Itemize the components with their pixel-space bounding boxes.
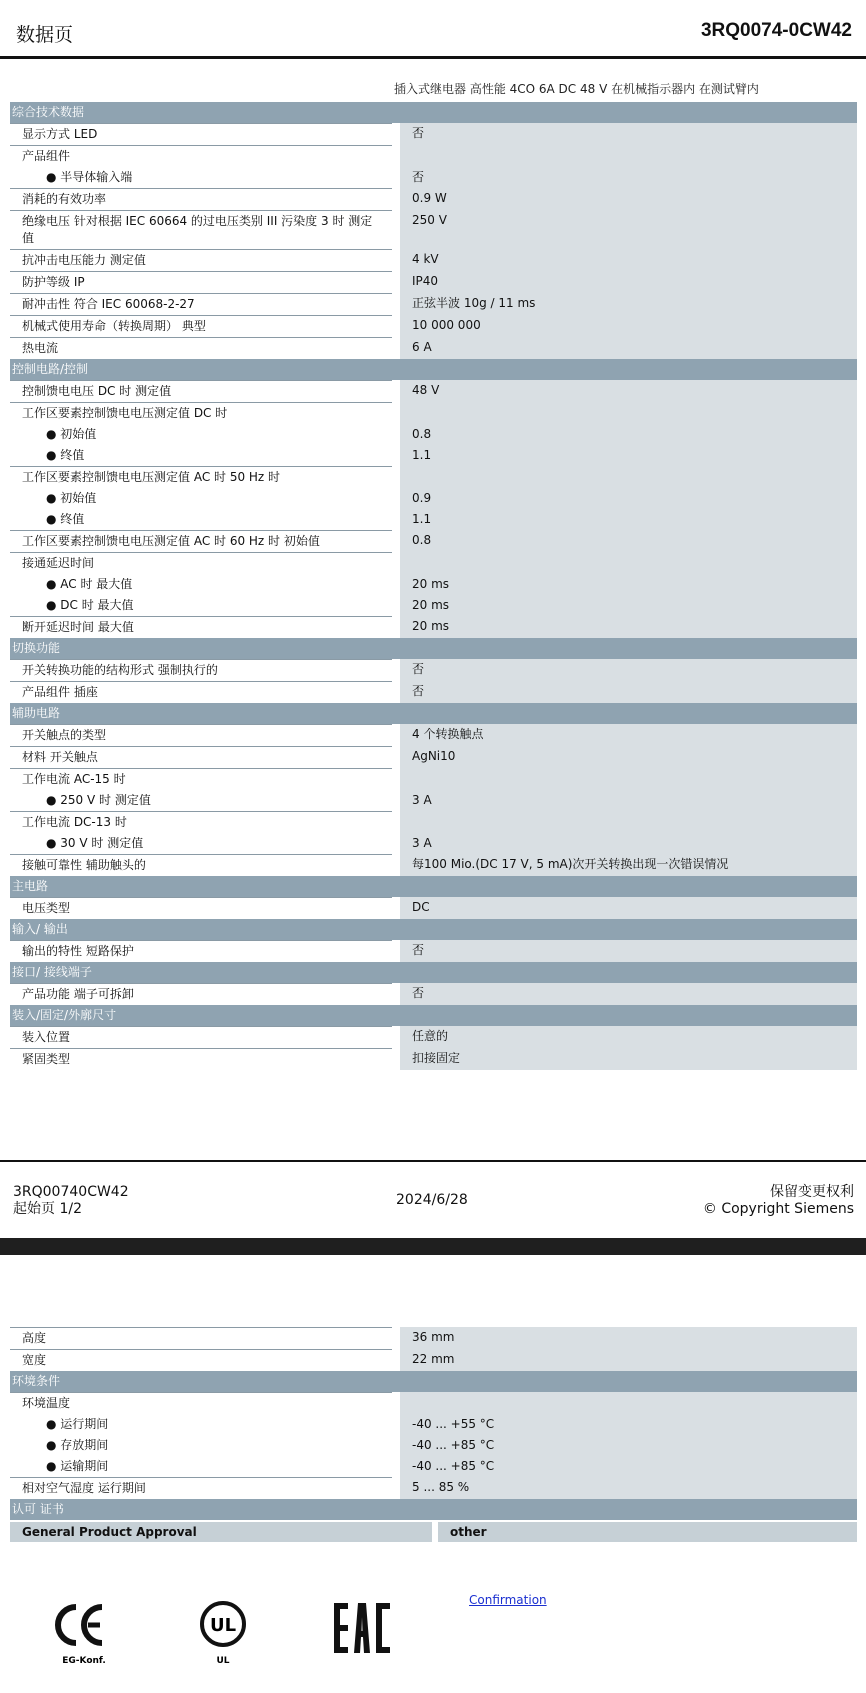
- spec-row: [10, 271, 857, 293]
- spec-row: [10, 488, 857, 509]
- footer-page: 起始页 1/2: [13, 1201, 82, 1217]
- page-title: 数据页: [16, 24, 74, 46]
- spec-label: 热电流: [10, 337, 392, 359]
- spec-label: 耐冲击性 符合 IEC 60068-2-27: [10, 293, 392, 315]
- spec-value: [400, 402, 857, 424]
- spec-value: 0.9 W: [400, 188, 857, 210]
- spec-row: [10, 337, 857, 359]
- approval-col-other: other: [438, 1522, 857, 1542]
- spec-row: [10, 167, 857, 188]
- spec-label: 断开延迟时间 最大值: [10, 616, 392, 638]
- spec-row: [10, 1048, 857, 1070]
- spec-row: [10, 315, 857, 337]
- spec-row: [10, 445, 857, 466]
- spec-value: 5 ... 85 %: [400, 1477, 857, 1499]
- section-header: 综合技术数据: [10, 102, 857, 123]
- section-header: 环境条件: [10, 1371, 857, 1392]
- spec-value: 任意的: [400, 1026, 857, 1048]
- spec-row: [10, 897, 857, 919]
- spec-label: 产品组件 插座: [10, 681, 392, 703]
- spec-row: [10, 768, 857, 790]
- spec-value: 4 kV: [400, 249, 857, 271]
- ce-mark-label: EG-Konf.: [62, 1656, 106, 1666]
- product-description: 插入式继电器 高性能 4CO 6A DC 48 V 在机械指示器内 在测试臂内: [394, 82, 759, 96]
- spec-row: [10, 424, 857, 445]
- spec-row: [10, 123, 857, 145]
- spec-label: 工作电流 DC-13 时: [10, 811, 392, 833]
- spec-label: ● 初始值: [46, 491, 97, 505]
- spec-label: 材料 开关触点: [10, 746, 392, 768]
- spec-row: [10, 552, 857, 574]
- spec-value: 250 V: [400, 210, 857, 249]
- spec-label: ● 存放期间: [46, 1438, 109, 1452]
- spec-row: [10, 811, 857, 833]
- page-separator: [0, 1238, 866, 1255]
- spec-value: DC: [400, 897, 857, 919]
- spec-row: [10, 530, 857, 552]
- spec-table-page1: [10, 102, 857, 1070]
- spec-value: 正弦半波 10g / 11 ms: [400, 293, 857, 315]
- spec-value: 扣接固定: [400, 1048, 857, 1070]
- spec-label: 宽度: [10, 1349, 392, 1371]
- approval-table-header: [10, 1522, 857, 1542]
- svg-text:UL: UL: [209, 1615, 237, 1636]
- spec-row: [10, 210, 857, 249]
- spec-label: 抗冲击电压能力 测定值: [10, 249, 392, 271]
- spec-label: 产品组件: [10, 145, 392, 167]
- spec-label: ● 30 V 时 测定值: [46, 836, 144, 850]
- spec-label: 高度: [10, 1327, 392, 1349]
- spec-value: [400, 811, 857, 833]
- spec-row: [10, 854, 857, 876]
- spec-value: 否: [400, 167, 857, 188]
- footer-code: 3RQ00740CW42: [13, 1184, 129, 1200]
- footer-rights: 保留变更权利: [770, 1184, 854, 1200]
- spec-value: 否: [400, 123, 857, 145]
- spec-label: 相对空气湿度 运行期间: [10, 1477, 392, 1499]
- spec-label: 防护等级 IP: [10, 271, 392, 293]
- spec-row: [10, 1414, 857, 1435]
- section-header: 装入/固定/外廓尺寸: [10, 1005, 857, 1026]
- spec-value: 1.1: [400, 445, 857, 466]
- spec-row: [10, 595, 857, 616]
- spec-row: [10, 1349, 857, 1371]
- approval-logos: [0, 1573, 866, 1683]
- spec-row: [10, 616, 857, 638]
- spec-label: 工作区要素控制馈电电压测定值 AC 时 50 Hz 时: [10, 466, 392, 488]
- spec-value: 10 000 000: [400, 315, 857, 337]
- spec-label: ● 运输期间: [46, 1459, 109, 1473]
- spec-label: 开关触点的类型: [10, 724, 392, 746]
- ul-mark-icon: [198, 1599, 248, 1669]
- spec-row: [10, 402, 857, 424]
- spec-label: 绝缘电压 针对根据 IEC 60664 的过电压类别 III 污染度 3 时 测定值: [10, 210, 392, 249]
- section-header: 接口/ 接线端子: [10, 962, 857, 983]
- spec-value: 36 mm: [400, 1327, 857, 1349]
- spec-label: 工作区要素控制馈电电压测定值 AC 时 60 Hz 时 初始值: [10, 530, 392, 552]
- spec-row: [10, 145, 857, 167]
- spec-value: 20 ms: [400, 595, 857, 616]
- spec-row: [10, 833, 857, 854]
- spec-row: [10, 940, 857, 962]
- spec-label: ● 终值: [46, 448, 85, 462]
- spec-row: [10, 293, 857, 315]
- spec-value: 否: [400, 940, 857, 962]
- section-header: 辅助电路: [10, 703, 857, 724]
- spec-value: AgNi10: [400, 746, 857, 768]
- footer-right: [703, 1184, 854, 1218]
- spec-value: 20 ms: [400, 574, 857, 595]
- spec-value: 0.8: [400, 530, 857, 552]
- spec-table-page2: [10, 1327, 857, 1542]
- spec-value: 0.9: [400, 488, 857, 509]
- spec-row: [10, 188, 857, 210]
- page-2: [0, 1255, 866, 1693]
- header-bar: [0, 0, 866, 59]
- spec-value: 20 ms: [400, 616, 857, 638]
- spec-value: -40 ... +85 °C: [400, 1435, 857, 1456]
- spec-label: 装入位置: [10, 1026, 392, 1048]
- spec-value: 6 A: [400, 337, 857, 359]
- spec-value: 4 个转换触点: [400, 724, 857, 746]
- spec-value: [400, 1392, 857, 1414]
- spec-label: 电压类型: [10, 897, 392, 919]
- footer-copyright: © Copyright Siemens: [702, 1201, 854, 1217]
- spec-value: 每100 Mio.(DC 17 V, 5 mA)次开关转换出现一次错误情况: [400, 854, 857, 876]
- footer-left: [13, 1184, 129, 1218]
- spec-label: 控制馈电电压 DC 时 测定值: [10, 380, 392, 402]
- spec-label: 消耗的有效功率: [10, 188, 392, 210]
- spec-label: ● 250 V 时 测定值: [46, 793, 151, 807]
- spec-row: [10, 983, 857, 1005]
- spec-value: IP40: [400, 271, 857, 293]
- spec-row: [10, 1456, 857, 1477]
- spec-value: [400, 145, 857, 167]
- spec-value: [400, 466, 857, 488]
- spec-value: 0.8: [400, 424, 857, 445]
- spec-label: 工作电流 AC-15 时: [10, 768, 392, 790]
- spec-value: 3 A: [400, 790, 857, 811]
- spec-value: [400, 552, 857, 574]
- spec-row: [10, 1435, 857, 1456]
- spec-label: 输出的特性 短路保护: [10, 940, 392, 962]
- spec-value: -40 ... +85 °C: [400, 1456, 857, 1477]
- spec-row: [10, 249, 857, 271]
- spec-row: [10, 746, 857, 768]
- confirmation-link[interactable]: Confirmation: [469, 1593, 547, 1607]
- spec-label: ● AC 时 最大值: [46, 577, 133, 591]
- section-header: 输入/ 输出: [10, 919, 857, 940]
- spec-value: 22 mm: [400, 1349, 857, 1371]
- spec-row: [10, 790, 857, 811]
- spec-row: [10, 1392, 857, 1414]
- spec-label: ● DC 时 最大值: [46, 598, 134, 612]
- spec-value: 否: [400, 659, 857, 681]
- spec-row: [10, 1026, 857, 1048]
- spec-label: 接触可靠性 辅助触头的: [10, 854, 392, 876]
- spec-row: [10, 380, 857, 402]
- spec-value: [400, 768, 857, 790]
- spec-row: [10, 466, 857, 488]
- section-header: 控制电路/控制: [10, 359, 857, 380]
- spec-row: [10, 574, 857, 595]
- section-header: 主电路: [10, 876, 857, 897]
- spec-value: 否: [400, 681, 857, 703]
- spec-label: ● 初始值: [46, 427, 97, 441]
- spec-label: 环境温度: [10, 1392, 392, 1414]
- spec-label: 紧固类型: [10, 1048, 392, 1070]
- spec-row: [10, 1327, 857, 1349]
- section-header: 认可 证书: [10, 1499, 857, 1520]
- spec-label: 显示方式 LED: [10, 123, 392, 145]
- spec-row: [10, 659, 857, 681]
- spec-value: 1.1: [400, 509, 857, 530]
- footer-date: 2024/6/28: [396, 1192, 468, 1208]
- spec-row: [10, 1477, 857, 1499]
- spec-row: [10, 681, 857, 703]
- section-header: 切换功能: [10, 638, 857, 659]
- page-footer: [0, 1160, 866, 1245]
- spec-label: 接通延迟时间: [10, 552, 392, 574]
- spec-label: 产品功能 端子可拆卸: [10, 983, 392, 1005]
- spec-value: 48 V: [400, 380, 857, 402]
- spec-value: -40 ... +55 °C: [400, 1414, 857, 1435]
- spec-label: ● 运行期间: [46, 1417, 109, 1431]
- spec-label: 工作区要素控制馈电电压测定值 DC 时: [10, 402, 392, 424]
- product-number: 3RQ0074-0CW42: [700, 20, 852, 41]
- approval-col-general: General Product Approval: [10, 1522, 432, 1542]
- spec-row: [10, 509, 857, 530]
- spec-value: 3 A: [400, 833, 857, 854]
- spec-label: 开关转换功能的结构形式 强制执行的: [10, 659, 392, 681]
- spec-label: 机械式使用寿命（转换周期） 典型: [10, 315, 392, 337]
- ul-mark-label: UL: [216, 1656, 230, 1666]
- ce-mark-icon: [54, 1599, 114, 1669]
- spec-label: ● 半导体输入端: [46, 170, 133, 184]
- eac-mark-icon: [332, 1599, 392, 1659]
- spec-value: 否: [400, 983, 857, 1005]
- spec-row: [10, 724, 857, 746]
- spec-label: ● 终值: [46, 512, 85, 526]
